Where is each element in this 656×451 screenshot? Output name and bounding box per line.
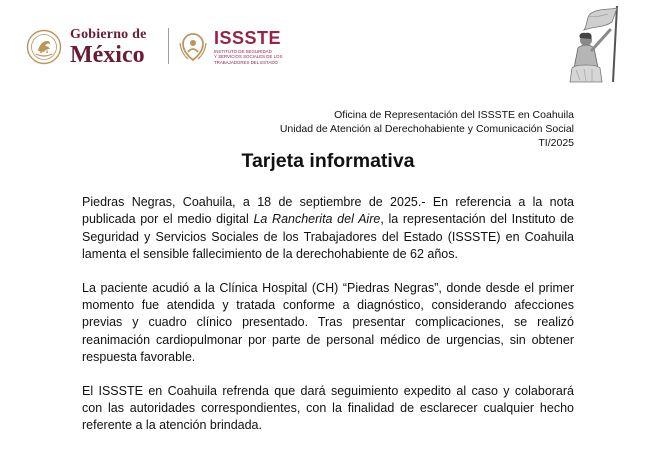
- media-outlet-name: La Rancherita del Aire: [253, 212, 381, 227]
- document-body: [82, 194, 574, 451]
- issste-logo-title: ISSSTE: [214, 28, 282, 49]
- office-line: Unidad de Atención al Derechohabiente y Comunicación Social: [279, 123, 574, 136]
- gob-logo-line1: Gobierno de: [70, 26, 147, 42]
- issste-subtitle-line: INSTITUTO DE SEGURIDAD: [214, 49, 272, 55]
- body-paragraph-1: [82, 194, 574, 264]
- issste-subtitle-line: TRABAJADORES DEL ESTADO: [214, 59, 278, 65]
- p1-text-end: , la representación del Instituto de Seguridad y Servicios Sociales de los Trabajadores del Estado (ISSSTE) en Coahuila lamenta el sensible fallecimiento de la derechohabiente de 62 años.: [82, 212, 574, 262]
- issste-emblem-icon: [178, 31, 208, 63]
- gob-logo-line2: México: [70, 41, 145, 68]
- letterhead: [0, 0, 656, 92]
- document-code: TI/2025: [538, 137, 574, 150]
- p1-text-start: Piedras Negras, Coahuila, a 18 de septiembre de 2025.- En referencia a la nota publicada por el medio digital: [82, 195, 574, 227]
- body-paragraph-3: El ISSSTE en Coahuila refrenda que dará seguimiento expedito al caso y colaborará con las autoridades correspondientes, con la finalidad de esclarecer cualquier hecho referente a la atención brindada.: [82, 383, 574, 433]
- gobierno-de-mexico-logo: [26, 26, 166, 68]
- issuing-office-block: [280, 108, 574, 151]
- office-line: Oficina de Representación del ISSSTE en Coahuila: [334, 109, 574, 121]
- body-paragraph-2: La paciente acudió a la Clínica Hospital (CH) “Piedras Negras”, donde desde el primer momento fue atendida y tratada conforme a diagnóstico, considerando afecciones previas y cuadro clínico presentado. Tras presentar complicaciones, se realizó reanimación cardiopulmonar por parte de personal médico de urgencias, sin obtener respuesta favorable.: [82, 280, 574, 365]
- issste-subtitle-line: Y SERVICIOS SOCIALES DE LOS: [214, 54, 283, 60]
- flag-bearer-illustration-icon: [560, 4, 630, 84]
- document-title: Tarjeta informativa: [241, 150, 415, 172]
- issste-logo-subtitle: [214, 49, 282, 65]
- issste-logo: [178, 27, 308, 67]
- national-seal-icon: [26, 29, 62, 65]
- logo-divider: [168, 28, 169, 64]
